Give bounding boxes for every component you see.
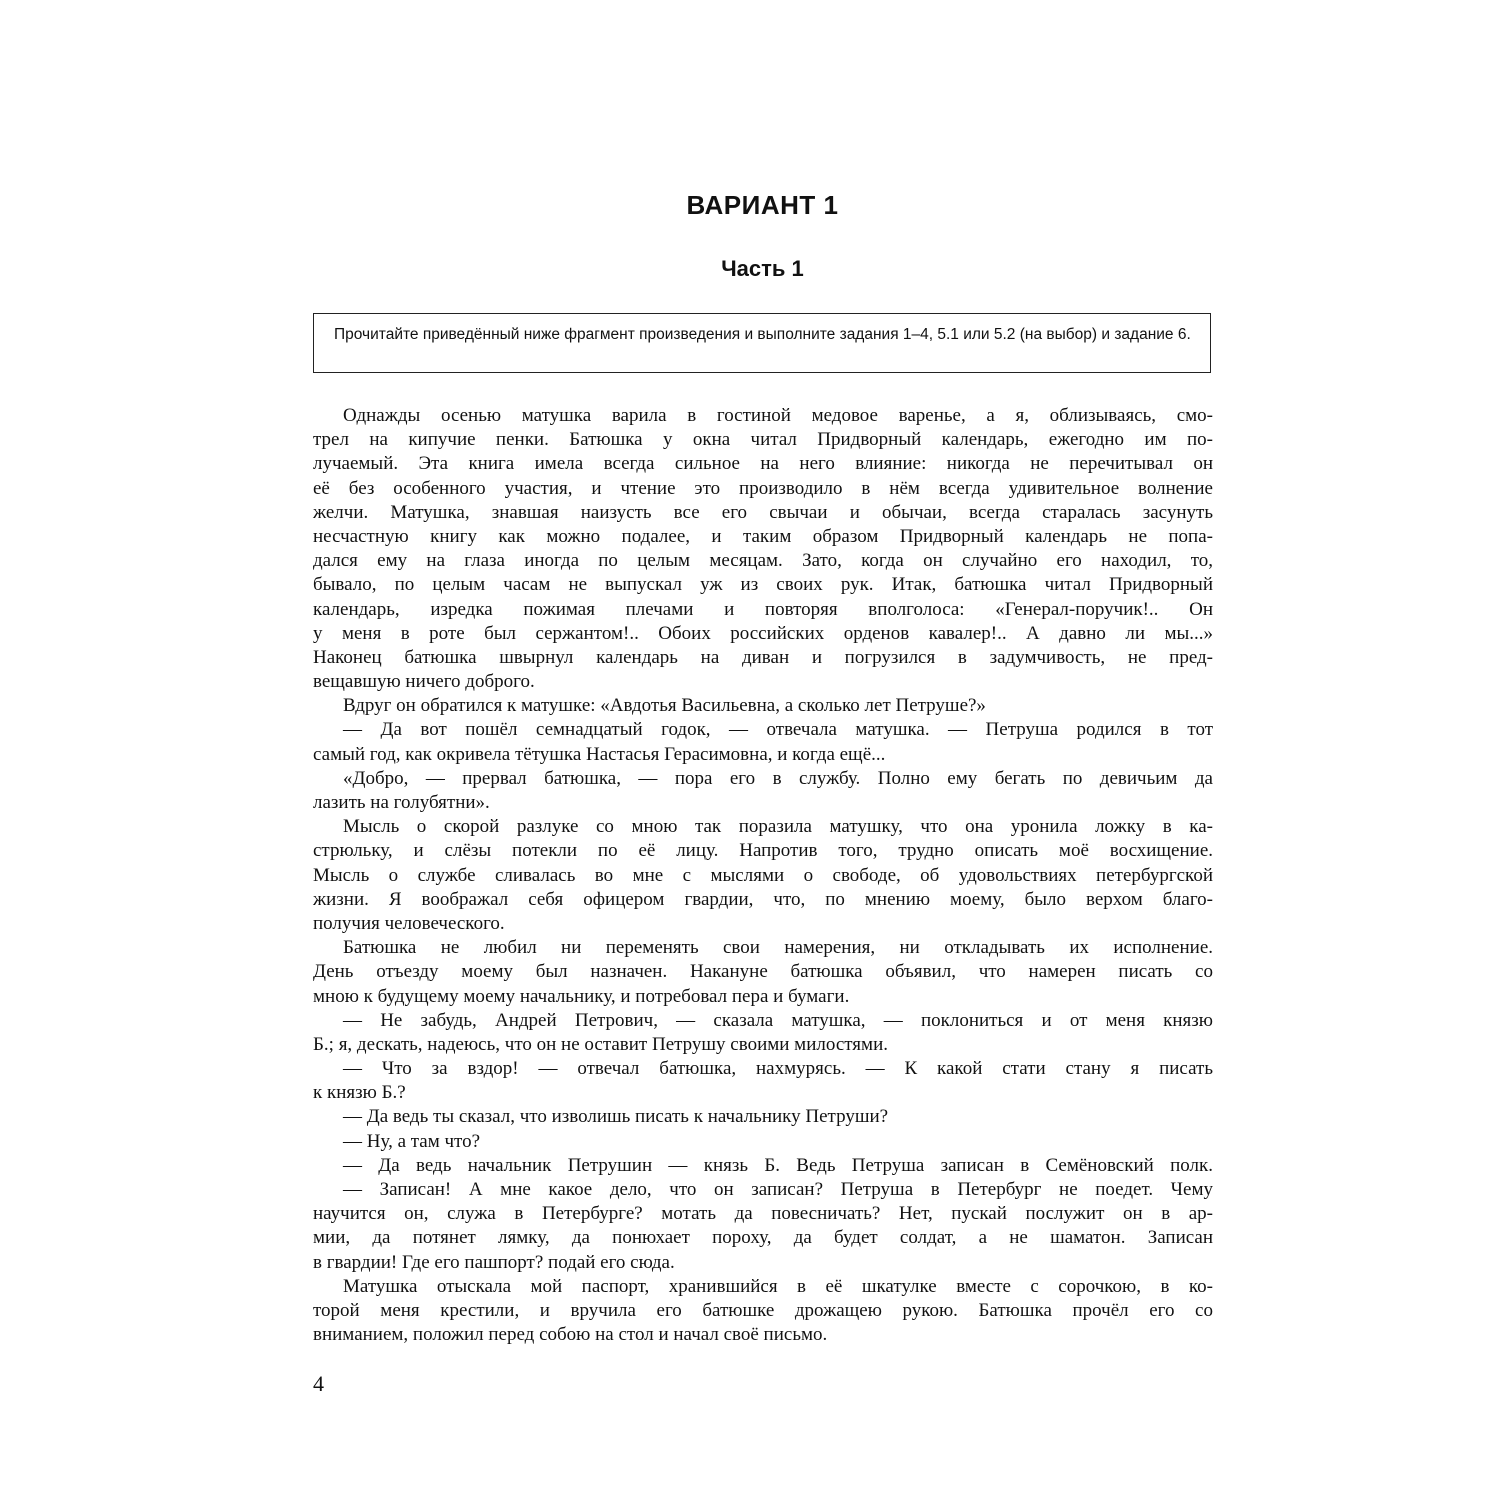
text-line: самый год, как окривела тётушка Настасья Герасимовна, и когда ещё... — [313, 743, 886, 765]
text-line: трел на кипучие пенки. Батюшка у окна читал Придворный календарь, ежегодно им по- — [313, 429, 1213, 451]
literary-fragment — [313, 404, 1213, 1347]
text-line: Мысль о службе сливалась во мне с мыслями о свободе, об удовольствиях петербургской — [313, 864, 1213, 886]
text-line: — Да ведь ты сказал, что изволишь писать к начальнику Петруши? — [343, 1106, 889, 1128]
text-line: Б.; я, дескать, надеюсь, что он не оставит Петрушу своими милостями. — [313, 1033, 888, 1055]
text-line: получия человеческого. — [313, 912, 505, 934]
text-line: у меня в роте был сержантом!.. Обоих российских орденов кавалер!.. А давно ли мы...» — [313, 622, 1213, 644]
text-line: — Записан! А мне какое дело, что он записан? Петруша в Петербург не поедет. Чему — [343, 1179, 1213, 1200]
text-line: Батюшка не любил ни переменять свои намерения, ни откладывать их исполнение. — [343, 937, 1213, 959]
text-line: желчи. Матушка, знавшая наизусть все его свычаи и обычаи, всегда старалась засунуть — [313, 501, 1213, 523]
text-line: Однажды осенью матушка варила в гостиной медовое варенье, а я, облизываясь, смо- — [343, 405, 1213, 426]
text-line: вниманием, положил перед собою на стол и начал своё письмо. — [313, 1324, 828, 1346]
instruction-box — [313, 313, 1211, 373]
variant-title: ВАРИАНТ 1 — [686, 190, 839, 220]
text-line: несчастную книгу как можно подалее, и таким образом Придворный календарь не попа- — [313, 525, 1213, 547]
text-line: торой меня крестили, и вручила его батюшке дрожащею рукою. Батюшка прочёл его со — [313, 1299, 1213, 1321]
text-line: Вдруг он обратился к матушке: «Авдотья Васильевна, а сколько лет Петруше?» — [343, 695, 986, 717]
page-number: 4 — [313, 1371, 324, 1396]
text-line: — Не забудь, Андрей Петрович, — сказала матушка, — поклониться и от меня князю — [343, 1009, 1213, 1031]
text-line: дался ему на глаза иногда по целым месяцам. Зато, когда он случайно его находил, то, — [313, 550, 1213, 572]
text-line: календарь, изредка пожимая плечами и повторяя вполголоса: «Генерал-поручик!.. Он — [313, 598, 1213, 620]
text-line: — Да вот пошёл семнадцатый годок, — отвечала матушка. — Петруша родился в тот — [343, 719, 1213, 741]
text-line: Наконец батюшка швырнул календарь на диван и погрузился в задумчивость, не пред- — [313, 646, 1213, 668]
text-line: к князю Б.? — [313, 1082, 406, 1104]
text-line: бывало, по целым часам не выпускал уж из своих рук. Итак, батюшка читал Придворный — [313, 574, 1213, 596]
text-line: её без особенного участия, и чтение это производило в нём всегда удивительное волнение — [313, 477, 1213, 499]
text-line: — Ну, а там что? — [343, 1130, 481, 1152]
text-line: — Да ведь начальник Петрушин — князь Б. Ведь Петруша записан в Семёновский полк. — [343, 1154, 1213, 1176]
text-line: вещавшую ничего доброго. — [313, 671, 535, 693]
text-line: стрюльку, и слёзы потекли по её лицу. Напротив того, трудно описать моё восхищение. — [313, 840, 1213, 862]
text-line: в гвардии! Где его пашпорт? подай его сюда. — [313, 1251, 675, 1273]
text-line: мною к будущему моему начальнику, и потребовал пера и бумаги. — [313, 985, 850, 1007]
text-line: Матушка отыскала мой паспорт, хранившийся в её шкатулке вместе с сорочкою, в ко- — [343, 1275, 1213, 1297]
text-line: «Добро, — прервал батюшка, — пора его в службу. Полно ему бегать по девичьим да — [343, 767, 1213, 789]
text-line: научится он, служа в Петербурге? мотать да повесничать? Нет, пускай послужит он в ар- — [313, 1203, 1213, 1225]
text-line: День отъезду моему был назначен. Накануне батюшка объявил, что намерен писать со — [313, 961, 1213, 983]
part-title: Часть 1 — [721, 256, 804, 281]
text-line: мии, да потянет лямку, да понюхает пороху, да будет солдат, а не шаматон. Записан — [313, 1227, 1213, 1249]
text-line: Мысль о скорой разлуке со мною так поразила матушку, что она уронила ложку в ка- — [343, 816, 1213, 838]
text-line: лазить на голубятни». — [313, 792, 490, 813]
text-line: лучаемый. Эта книга имела всегда сильное на него влияние: никогда не перечитывал он — [313, 453, 1213, 475]
text-line: — Что за вздор! — отвечал батюшка, нахмурясь. — К какой стати стану я писать — [343, 1058, 1213, 1080]
instruction-text: Прочитайте приведённый ниже фрагмент произведения и выполните задания 1–4, 5.1 или 5.2 (на выбор) и задание 6. — [334, 326, 1191, 343]
text-line: жизни. Я воображал себя офицером гвардии, что, по мнению моему, было верхом благо- — [313, 888, 1213, 910]
